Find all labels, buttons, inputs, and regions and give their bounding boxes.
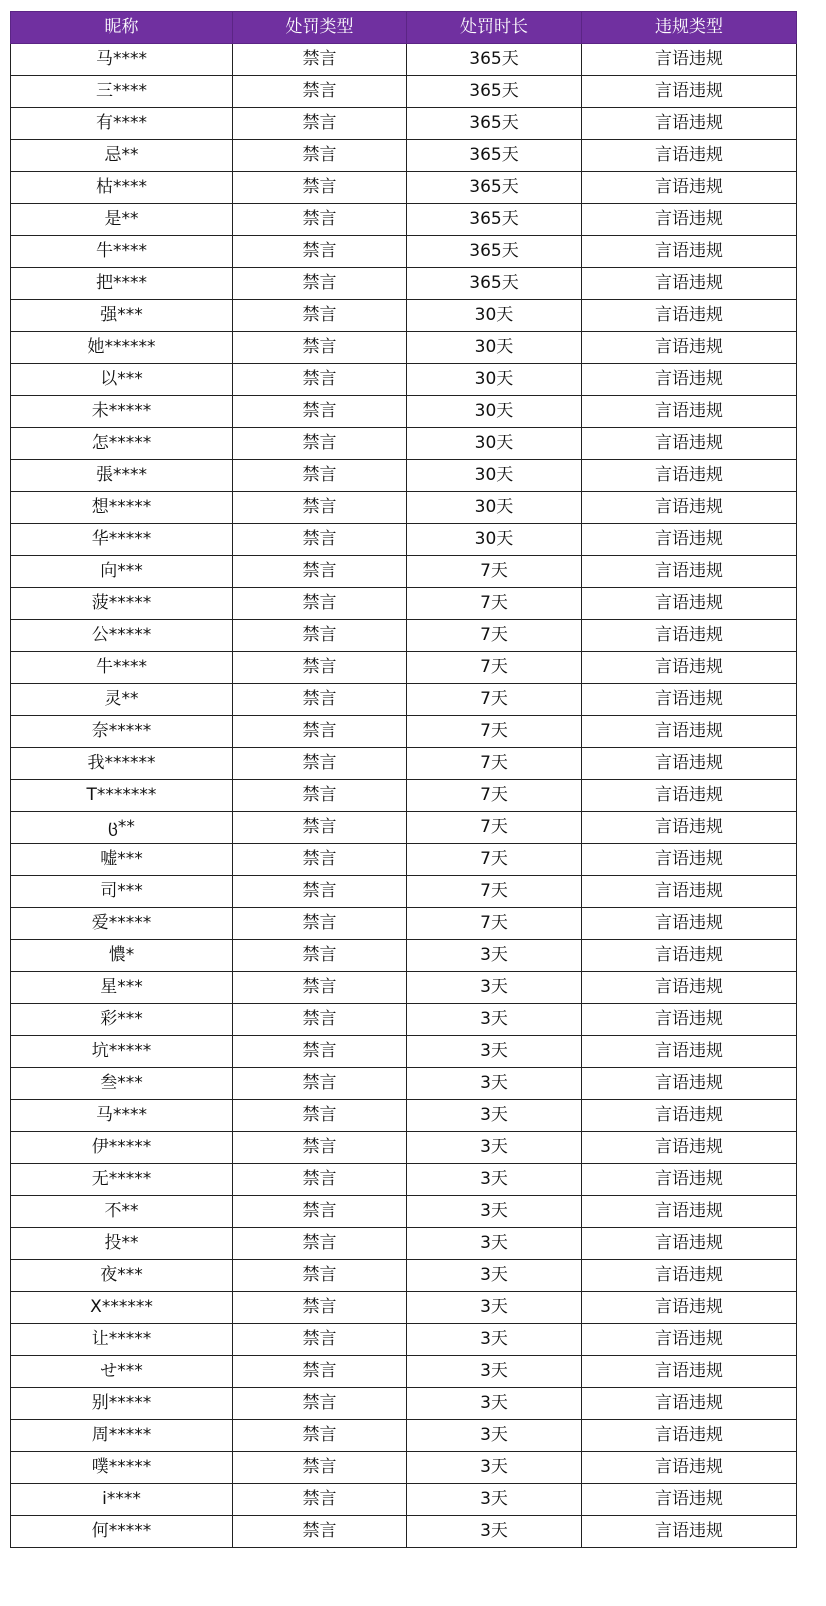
cell-penalty-duration: 365天 bbox=[407, 108, 582, 140]
cell-violation-type: 言语违规 bbox=[582, 268, 797, 300]
cell-penalty-type: 禁言 bbox=[233, 76, 407, 108]
cell-penalty-type: 禁言 bbox=[233, 556, 407, 588]
table-row bbox=[11, 332, 797, 364]
cell-violation-type: 言语违规 bbox=[582, 1196, 797, 1228]
cell-violation-type: 言语违规 bbox=[582, 140, 797, 172]
table-row bbox=[11, 1516, 797, 1548]
cell-nickname: 張**** bbox=[11, 460, 233, 492]
cell-violation-type: 言语违规 bbox=[582, 1484, 797, 1516]
cell-penalty-type: 禁言 bbox=[233, 236, 407, 268]
cell-nickname: 马**** bbox=[11, 1100, 233, 1132]
table-row bbox=[11, 108, 797, 140]
cell-penalty-duration: 3天 bbox=[407, 1324, 582, 1356]
cell-penalty-type: 禁言 bbox=[233, 524, 407, 556]
cell-violation-type: 言语违规 bbox=[582, 748, 797, 780]
cell-penalty-type: 禁言 bbox=[233, 1388, 407, 1420]
table-row bbox=[11, 1228, 797, 1260]
cell-violation-type: 言语违规 bbox=[582, 1516, 797, 1548]
cell-penalty-type: 禁言 bbox=[233, 1516, 407, 1548]
cell-nickname: 她****** bbox=[11, 332, 233, 364]
cell-nickname: 我****** bbox=[11, 748, 233, 780]
table-row bbox=[11, 1132, 797, 1164]
cell-penalty-duration: 7天 bbox=[407, 588, 582, 620]
cell-nickname: せ*** bbox=[11, 1356, 233, 1388]
cell-penalty-type: 禁言 bbox=[233, 1420, 407, 1452]
cell-penalty-duration: 365天 bbox=[407, 172, 582, 204]
cell-penalty-type: 禁言 bbox=[233, 1292, 407, 1324]
cell-nickname: 星*** bbox=[11, 972, 233, 1004]
cell-penalty-duration: 3天 bbox=[407, 1484, 582, 1516]
cell-nickname: 公***** bbox=[11, 620, 233, 652]
table-row bbox=[11, 236, 797, 268]
cell-violation-type: 言语违规 bbox=[582, 396, 797, 428]
table-row bbox=[11, 748, 797, 780]
cell-nickname: 司*** bbox=[11, 876, 233, 908]
cell-penalty-type: 禁言 bbox=[233, 492, 407, 524]
cell-penalty-duration: 7天 bbox=[407, 556, 582, 588]
cell-nickname: 有**** bbox=[11, 108, 233, 140]
table-row bbox=[11, 1164, 797, 1196]
cell-penalty-duration: 30天 bbox=[407, 364, 582, 396]
table-row bbox=[11, 780, 797, 812]
cell-violation-type: 言语违规 bbox=[582, 1324, 797, 1356]
cell-penalty-duration: 365天 bbox=[407, 140, 582, 172]
table-row bbox=[11, 44, 797, 76]
cell-violation-type: 言语违规 bbox=[582, 588, 797, 620]
column-header-penalty-duration: 处罚时长 bbox=[407, 12, 582, 44]
cell-penalty-type: 禁言 bbox=[233, 1036, 407, 1068]
cell-penalty-duration: 3天 bbox=[407, 1164, 582, 1196]
cell-penalty-duration: 3天 bbox=[407, 1132, 582, 1164]
cell-penalty-type: 禁言 bbox=[233, 620, 407, 652]
table-row bbox=[11, 1420, 797, 1452]
cell-penalty-type: 禁言 bbox=[233, 140, 407, 172]
column-header-nickname: 昵称 bbox=[11, 12, 233, 44]
cell-violation-type: 言语违规 bbox=[582, 300, 797, 332]
cell-nickname: X****** bbox=[11, 1292, 233, 1324]
cell-nickname: 叁*** bbox=[11, 1068, 233, 1100]
cell-violation-type: 言语违规 bbox=[582, 364, 797, 396]
table-row bbox=[11, 1196, 797, 1228]
table-row bbox=[11, 652, 797, 684]
cell-violation-type: 言语违规 bbox=[582, 556, 797, 588]
table-row bbox=[11, 684, 797, 716]
cell-penalty-type: 禁言 bbox=[233, 1100, 407, 1132]
cell-penalty-type: 禁言 bbox=[233, 332, 407, 364]
table-row bbox=[11, 204, 797, 236]
cell-penalty-duration: 3天 bbox=[407, 1388, 582, 1420]
cell-nickname: 爱***** bbox=[11, 908, 233, 940]
cell-violation-type: 言语违规 bbox=[582, 620, 797, 652]
cell-penalty-duration: 30天 bbox=[407, 396, 582, 428]
table-row bbox=[11, 300, 797, 332]
cell-penalty-type: 禁言 bbox=[233, 1260, 407, 1292]
cell-penalty-duration: 30天 bbox=[407, 524, 582, 556]
cell-penalty-type: 禁言 bbox=[233, 940, 407, 972]
cell-penalty-duration: 3天 bbox=[407, 1420, 582, 1452]
cell-violation-type: 言语违规 bbox=[582, 1004, 797, 1036]
cell-penalty-type: 禁言 bbox=[233, 588, 407, 620]
table-row bbox=[11, 1388, 797, 1420]
cell-nickname: 怎***** bbox=[11, 428, 233, 460]
table-row bbox=[11, 844, 797, 876]
penalty-table bbox=[10, 11, 797, 1548]
cell-penalty-duration: 7天 bbox=[407, 780, 582, 812]
cell-violation-type: 言语违规 bbox=[582, 460, 797, 492]
cell-penalty-type: 禁言 bbox=[233, 364, 407, 396]
cell-nickname: 无***** bbox=[11, 1164, 233, 1196]
cell-penalty-duration: 365天 bbox=[407, 76, 582, 108]
cell-nickname: 灵** bbox=[11, 684, 233, 716]
cell-penalty-duration: 7天 bbox=[407, 748, 582, 780]
cell-nickname: 周***** bbox=[11, 1420, 233, 1452]
cell-nickname: 夜*** bbox=[11, 1260, 233, 1292]
cell-penalty-type: 禁言 bbox=[233, 1132, 407, 1164]
cell-nickname: 华***** bbox=[11, 524, 233, 556]
table-row bbox=[11, 972, 797, 1004]
cell-penalty-type: 禁言 bbox=[233, 204, 407, 236]
cell-penalty-duration: 3天 bbox=[407, 1196, 582, 1228]
cell-penalty-type: 禁言 bbox=[233, 748, 407, 780]
cell-nickname: 向*** bbox=[11, 556, 233, 588]
table-row bbox=[11, 588, 797, 620]
table-row bbox=[11, 1004, 797, 1036]
cell-penalty-type: 禁言 bbox=[233, 844, 407, 876]
table-row bbox=[11, 1292, 797, 1324]
cell-penalty-duration: 7天 bbox=[407, 876, 582, 908]
cell-violation-type: 言语违规 bbox=[582, 908, 797, 940]
table-row bbox=[11, 908, 797, 940]
cell-violation-type: 言语违规 bbox=[582, 108, 797, 140]
cell-penalty-type: 禁言 bbox=[233, 1228, 407, 1260]
cell-violation-type: 言语违规 bbox=[582, 1036, 797, 1068]
table-row bbox=[11, 492, 797, 524]
cell-violation-type: 言语违规 bbox=[582, 428, 797, 460]
cell-penalty-duration: 7天 bbox=[407, 908, 582, 940]
table-row bbox=[11, 1100, 797, 1132]
column-header-violation-type: 违规类型 bbox=[582, 12, 797, 44]
table-row bbox=[11, 1452, 797, 1484]
table-row bbox=[11, 620, 797, 652]
cell-violation-type: 言语违规 bbox=[582, 1100, 797, 1132]
table-row bbox=[11, 940, 797, 972]
table-row bbox=[11, 1356, 797, 1388]
penalty-table-container bbox=[10, 11, 796, 1548]
table-row bbox=[11, 1260, 797, 1292]
cell-penalty-duration: 3天 bbox=[407, 1036, 582, 1068]
cell-penalty-duration: 7天 bbox=[407, 652, 582, 684]
cell-penalty-type: 禁言 bbox=[233, 972, 407, 1004]
cell-violation-type: 言语违规 bbox=[582, 204, 797, 236]
cell-penalty-duration: 30天 bbox=[407, 460, 582, 492]
cell-penalty-type: 禁言 bbox=[233, 1484, 407, 1516]
cell-violation-type: 言语违规 bbox=[582, 844, 797, 876]
cell-violation-type: 言语违规 bbox=[582, 524, 797, 556]
table-row bbox=[11, 172, 797, 204]
cell-violation-type: 言语违规 bbox=[582, 492, 797, 524]
cell-penalty-duration: 7天 bbox=[407, 620, 582, 652]
cell-penalty-duration: 365天 bbox=[407, 268, 582, 300]
cell-violation-type: 言语违规 bbox=[582, 332, 797, 364]
table-row bbox=[11, 1036, 797, 1068]
cell-violation-type: 言语违规 bbox=[582, 172, 797, 204]
cell-violation-type: 言语违规 bbox=[582, 940, 797, 972]
cell-penalty-type: 禁言 bbox=[233, 1452, 407, 1484]
cell-penalty-type: 禁言 bbox=[233, 1164, 407, 1196]
table-row bbox=[11, 460, 797, 492]
cell-nickname: ც** bbox=[11, 812, 233, 844]
cell-nickname: 菠***** bbox=[11, 588, 233, 620]
table-row bbox=[11, 396, 797, 428]
cell-violation-type: 言语违规 bbox=[582, 1388, 797, 1420]
table-row bbox=[11, 524, 797, 556]
table-row bbox=[11, 364, 797, 396]
cell-penalty-duration: 7天 bbox=[407, 844, 582, 876]
cell-nickname: 想***** bbox=[11, 492, 233, 524]
cell-nickname: 让***** bbox=[11, 1324, 233, 1356]
cell-violation-type: 言语违规 bbox=[582, 812, 797, 844]
cell-nickname: 别***** bbox=[11, 1388, 233, 1420]
cell-penalty-duration: 7天 bbox=[407, 684, 582, 716]
cell-penalty-duration: 3天 bbox=[407, 1516, 582, 1548]
cell-nickname: 三**** bbox=[11, 76, 233, 108]
column-header-penalty-type: 处罚类型 bbox=[233, 12, 407, 44]
cell-penalty-duration: 3天 bbox=[407, 1260, 582, 1292]
cell-penalty-duration: 7天 bbox=[407, 812, 582, 844]
cell-penalty-duration: 3天 bbox=[407, 1452, 582, 1484]
cell-penalty-duration: 3天 bbox=[407, 1100, 582, 1132]
cell-nickname: 伊***** bbox=[11, 1132, 233, 1164]
table-row bbox=[11, 1068, 797, 1100]
header-row bbox=[11, 12, 797, 44]
cell-violation-type: 言语违规 bbox=[582, 1292, 797, 1324]
cell-penalty-type: 禁言 bbox=[233, 300, 407, 332]
cell-penalty-duration: 365天 bbox=[407, 44, 582, 76]
cell-violation-type: 言语违规 bbox=[582, 1164, 797, 1196]
cell-nickname: i**** bbox=[11, 1484, 233, 1516]
cell-nickname: 噗***** bbox=[11, 1452, 233, 1484]
cell-penalty-duration: 30天 bbox=[407, 492, 582, 524]
cell-nickname: 不** bbox=[11, 1196, 233, 1228]
cell-penalty-duration: 3天 bbox=[407, 1356, 582, 1388]
table-row bbox=[11, 876, 797, 908]
cell-nickname: 牛**** bbox=[11, 236, 233, 268]
cell-penalty-type: 禁言 bbox=[233, 396, 407, 428]
table-row bbox=[11, 812, 797, 844]
table-row bbox=[11, 556, 797, 588]
table-row bbox=[11, 76, 797, 108]
cell-nickname: 强*** bbox=[11, 300, 233, 332]
cell-violation-type: 言语违规 bbox=[582, 972, 797, 1004]
cell-penalty-type: 禁言 bbox=[233, 1356, 407, 1388]
cell-penalty-type: 禁言 bbox=[233, 908, 407, 940]
cell-nickname: 投** bbox=[11, 1228, 233, 1260]
cell-nickname: 何***** bbox=[11, 1516, 233, 1548]
cell-violation-type: 言语违规 bbox=[582, 876, 797, 908]
cell-violation-type: 言语违规 bbox=[582, 684, 797, 716]
cell-nickname: 以*** bbox=[11, 364, 233, 396]
cell-violation-type: 言语违规 bbox=[582, 1132, 797, 1164]
cell-penalty-type: 禁言 bbox=[233, 812, 407, 844]
cell-nickname: 坑***** bbox=[11, 1036, 233, 1068]
cell-penalty-duration: 3天 bbox=[407, 1292, 582, 1324]
cell-penalty-type: 禁言 bbox=[233, 780, 407, 812]
cell-violation-type: 言语违规 bbox=[582, 1356, 797, 1388]
cell-violation-type: 言语违规 bbox=[582, 1420, 797, 1452]
cell-penalty-type: 禁言 bbox=[233, 876, 407, 908]
cell-violation-type: 言语违规 bbox=[582, 716, 797, 748]
table-row bbox=[11, 1484, 797, 1516]
cell-penalty-duration: 3天 bbox=[407, 940, 582, 972]
cell-nickname: 牛**** bbox=[11, 652, 233, 684]
cell-penalty-duration: 30天 bbox=[407, 332, 582, 364]
cell-penalty-type: 禁言 bbox=[233, 1068, 407, 1100]
cell-nickname: 是** bbox=[11, 204, 233, 236]
cell-nickname: 彩*** bbox=[11, 1004, 233, 1036]
cell-nickname: 奈***** bbox=[11, 716, 233, 748]
cell-nickname: 枯**** bbox=[11, 172, 233, 204]
cell-violation-type: 言语违规 bbox=[582, 1068, 797, 1100]
cell-violation-type: 言语违规 bbox=[582, 1228, 797, 1260]
cell-penalty-type: 禁言 bbox=[233, 652, 407, 684]
cell-nickname: T******* bbox=[11, 780, 233, 812]
cell-violation-type: 言语违规 bbox=[582, 76, 797, 108]
cell-penalty-type: 禁言 bbox=[233, 44, 407, 76]
cell-penalty-duration: 30天 bbox=[407, 300, 582, 332]
cell-penalty-type: 禁言 bbox=[233, 716, 407, 748]
cell-penalty-type: 禁言 bbox=[233, 428, 407, 460]
cell-penalty-duration: 3天 bbox=[407, 972, 582, 1004]
cell-nickname: 嘘*** bbox=[11, 844, 233, 876]
cell-nickname: 把**** bbox=[11, 268, 233, 300]
cell-violation-type: 言语违规 bbox=[582, 780, 797, 812]
table-body bbox=[11, 44, 797, 1548]
cell-nickname: 马**** bbox=[11, 44, 233, 76]
cell-violation-type: 言语违规 bbox=[582, 236, 797, 268]
cell-penalty-duration: 3天 bbox=[407, 1004, 582, 1036]
cell-penalty-duration: 365天 bbox=[407, 236, 582, 268]
table-row bbox=[11, 140, 797, 172]
cell-penalty-duration: 7天 bbox=[407, 716, 582, 748]
cell-penalty-type: 禁言 bbox=[233, 460, 407, 492]
cell-violation-type: 言语违规 bbox=[582, 1452, 797, 1484]
cell-penalty-type: 禁言 bbox=[233, 268, 407, 300]
cell-penalty-type: 禁言 bbox=[233, 172, 407, 204]
cell-penalty-duration: 3天 bbox=[407, 1228, 582, 1260]
cell-penalty-type: 禁言 bbox=[233, 108, 407, 140]
table-header bbox=[11, 12, 797, 44]
cell-nickname: 憹* bbox=[11, 940, 233, 972]
table-row bbox=[11, 716, 797, 748]
cell-penalty-type: 禁言 bbox=[233, 1324, 407, 1356]
cell-violation-type: 言语违规 bbox=[582, 652, 797, 684]
cell-penalty-duration: 30天 bbox=[407, 428, 582, 460]
cell-nickname: 忌** bbox=[11, 140, 233, 172]
cell-nickname: 未***** bbox=[11, 396, 233, 428]
table-row bbox=[11, 268, 797, 300]
cell-penalty-type: 禁言 bbox=[233, 1004, 407, 1036]
cell-penalty-type: 禁言 bbox=[233, 1196, 407, 1228]
table-row bbox=[11, 1324, 797, 1356]
cell-penalty-type: 禁言 bbox=[233, 684, 407, 716]
cell-penalty-duration: 365天 bbox=[407, 204, 582, 236]
cell-violation-type: 言语违规 bbox=[582, 44, 797, 76]
cell-penalty-duration: 3天 bbox=[407, 1068, 582, 1100]
cell-violation-type: 言语违规 bbox=[582, 1260, 797, 1292]
table-row bbox=[11, 428, 797, 460]
